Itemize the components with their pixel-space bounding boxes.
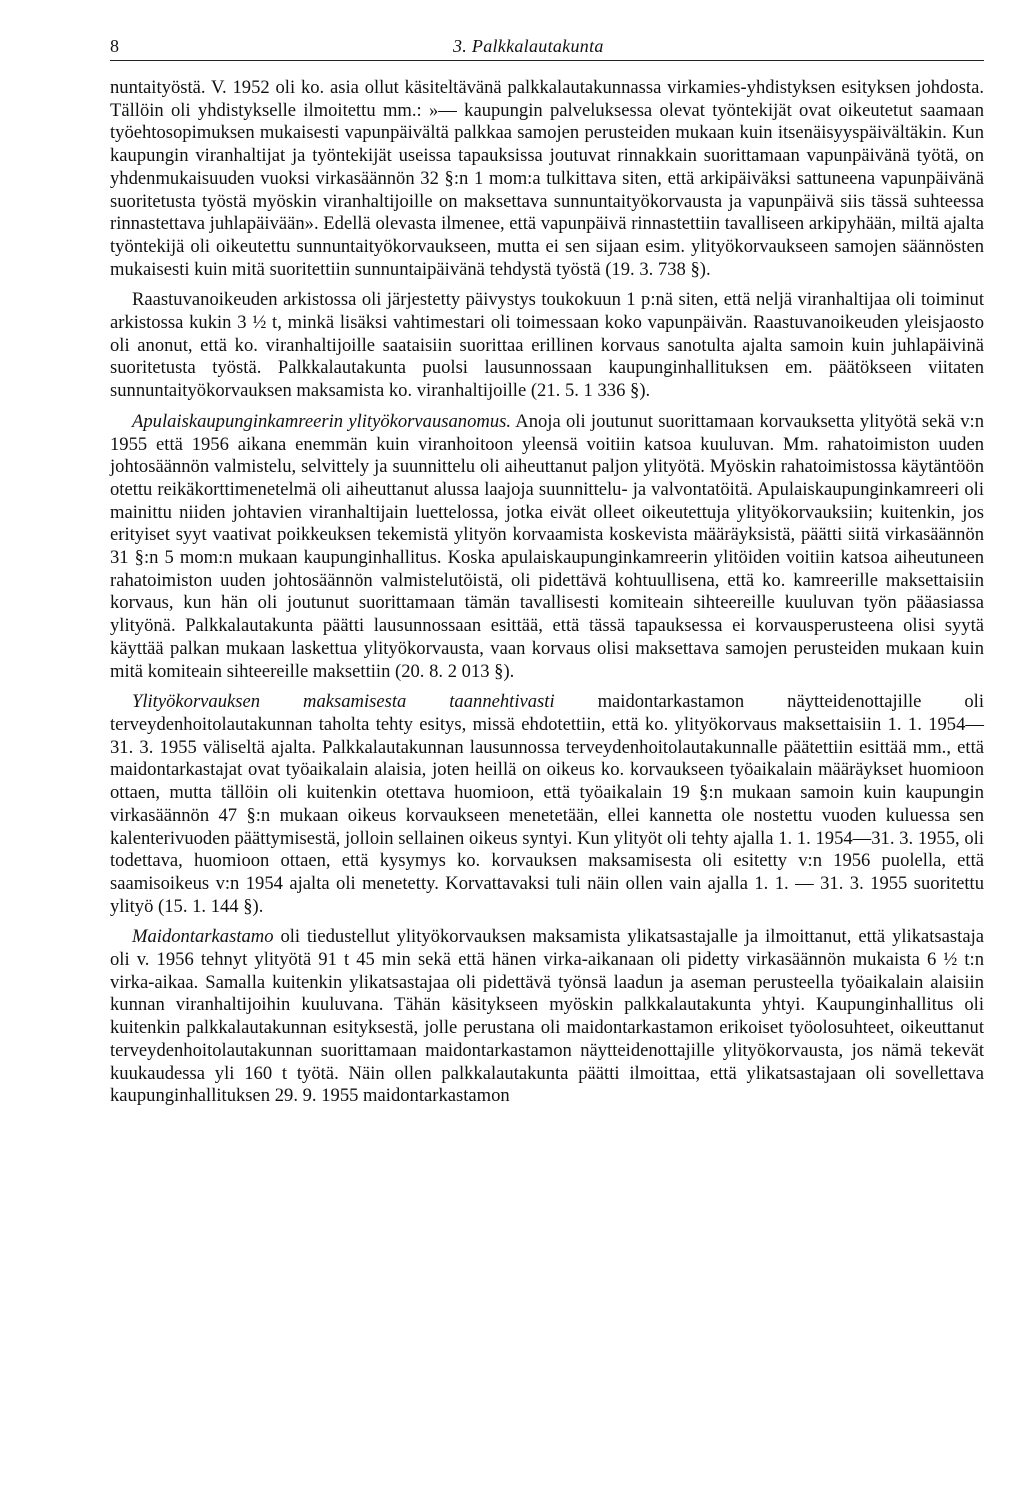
paragraph-vapunpaiva-continued bbox=[110, 77, 984, 281]
page-number: 8 bbox=[110, 36, 119, 56]
paragraph-apulaiskaupunginkamreeri bbox=[110, 411, 984, 683]
paragraph-raastuvanoikeus bbox=[110, 289, 984, 403]
document-body bbox=[110, 77, 984, 1108]
paragraph-text: Raastuvanoikeuden arkistossa oli järjestetty päivystys toukokuun 1 p:nä siten, että neljä viranhaltijaa oli toiminut arkistossa kukin 3 ½ t, minkä lisäksi vahtimestari oli toimessaan koko vapunpäivän. Raastuvanoikeuden yleisjaosto oli anonut, että ko. viranhaltijoille saataisiin suorittaa erillinen korvaus sanotulta ajalta samoin kuin juhlapäivinä suoritetusta työstä. Palkkalautakunta puolsi lausunnossaan kaupunginhallituksen em. päätökseen viitaten sunnuntaityökorvauksen maksamista ko. viranhaltijoille (21. 5. 1 336 §). bbox=[110, 289, 984, 402]
paragraph-text: nuntaityöstä. V. 1952 oli ko. asia ollut käsiteltävänä palkkalautakunnassa virkamies-yhdistyksen esityksen johdosta. Tällöin oli yhdistykselle ilmoitettu mm.: »— kaupungin palveluksessa olevat työntekijät ovat oikeutetut saamaan työehtosopimuksen mukaisesti vapunpäivältä palkkaa samojen perusteiden mukaan kuin itsenäisyyspäivältäkin. Kun kaupungin viranhaltijat ja työntekijät useissa tapauksissa joutuvat rinnakkain suorittamaan vapunpäivänä työtä, on yhdenmukaisuuden vuoksi virkasäännön 32 §:n 1 mom:a tulkittava siten, että arkipäiväksi sattuneena vapunpäivänä suoritetusta työstä myöskin viranhaltijoille on maksettava sunnuntaityökorvausta ja vapunpäivä siis tässä suhteessa rinnastettava juhlapäivään». Edellä olevasta ilmenee, että vapunpäivä rinnastettiin tavalliseen arkipyhään, miltä ajalta työntekijä oli oikeutettu sunnuntaityökorvaukseen, mutta ei sen sijaan esim. ylityökorvaukseen samojen säännösten mukaisesti kuin mitä suoritettiin sunnuntaipäivänä tehdystä työstä (19. 3. 738 §). bbox=[110, 77, 984, 280]
paragraph-ylityokorvaus-taannehtivasti bbox=[110, 691, 984, 918]
paragraph-lead-heading: Ylityökorvauksen maksamisesta taannehtivasti bbox=[132, 691, 555, 713]
running-title: 3. Palkkalautakunta bbox=[453, 36, 604, 56]
paragraph-maidontarkastamo bbox=[110, 926, 984, 1108]
paragraph-lead-heading: Maidontarkastamo bbox=[132, 926, 274, 948]
paragraph-text: maidontarkastamon näytteidenottajille oli terveydenhoitolautakunnan taholta tehty esitys, missä ehdotettiin, että ko. ylityökorvaus maksettaisiin 1. 1. 1954—31. 3. 1955 väliseltä ajalta. Palkkalautakunnan lausunnossa terveydenhoitolautakunnalle päätettiin esittää mm., että maidontarkastajat ovat työaikalain alaisia, joten heillä on oikeus ko. korvaukseen työaikalain määräykset huomioon ottaen, mutta tällöin oli kuitenkin otettava huomioon, että työaikalain 19 §:n mukaan samoin kuin kaupungin virkasäännön 47 §:n mukaan oikeus korvaukseen menetetään, ellei kannetta ole nostettu vuoden kuluessa sen kalenterivuoden päättymisestä, jolloin sellainen oikeus syntyi. Kun ylityöt oli tehty ajalla 1. 1. 1954—31. 3. 1955, oli todettava, huomioon ottaen, että kysymys ko. korvauksen maksamisesta oli esitetty v:n 1956 puolella, että saamisoikeus v:n 1954 ajalta oli menetetty. Korvattavaksi tuli näin ollen vain ajalla 1. 1. — 31. 3. 1955 suoritettu ylityö (15. 1. 144 §). bbox=[110, 691, 985, 917]
document-page bbox=[110, 30, 984, 1116]
paragraph-text: oli tiedustellut ylityökorvauksen maksamista ylikatsastajalle ja ilmoittanut, että ylikatsastaja oli v. 1956 tehnyt ylityötä 91 t 45 min sekä että hänen virka-aikanaan oli pidetty virkasäännön mukaista 6 ½ t:n virka-aikaa. Samalla kuitenkin ylikatsastajaa oli pidettävä työnsä laadun ja aseman perusteella työaikalain alaisiin kunnan viranhaltijoihin kuuluvana. Tähän käsitykseen myöskin palkkalautakunta yhtyi. Kaupunginhallitus oli kuitenkin palkkalautakunnan esityksestä, jolle perustana oli maidontarkastamon erikoiset työolosuhteet, oikeuttanut terveydenhoitolautakunnan suorittamaan maidontarkastamon näytteidenottajille ylityökorvausta, jos nämä tekevät kuukaudessa yli 160 t työtä. Näin ollen palkkalautakunta päätti ilmoittaa, että ylikatsastajaan oli sovellettava kaupunginhallituksen 29. 9. 1955 maidontarkastamon bbox=[110, 926, 984, 1107]
paragraph-text: Anoja oli joutunut suorittamaan korvauksetta ylityötä sekä v:n 1955 että 1956 aikana enemmän kuin viranhoitoon yleensä voitiin katsoa kuuluvan. Mm. rahatoimiston uuden johtosäännön valmistelu, selvittely ja suunnittelu oli aiheuttanut paljon ylityötä. Myöskin rahatoimistossa käytäntöön otettu reikäkorttimenetelmä oli aiheuttanut alussa laajoja suunnittelu- ja valvontatöitä. Apulaiskaupunginkamreeri oli mainittu niiden johtavien viranhaltijain luettelossa, jotka eivät olleet oikeutettuja ylityökorvauksiin; kuitenkin, jos erityiset syyt vaativat poikkeuksen tekemistä ylityön korvaamista koskevista määräyksistä, päätti siitä virkasäännön 31 §:n 5 mom:n mukaan kaupunginhallitus. Koska apulaiskaupunginkamreerin ylitöiden voitiin katsoa aiheutuneen rahatoimiston uuden johtosäännön valmistelutöistä, oli pidettävä kohtuullisena, että ko. kamreerille maksettaisiin korvaus, kun hän oli joutunut suorittamaan tämän tavallisesti komiteain sihteereille kuuluvan työn pääasiassa ylityönä. Palkkalautakunta päätti lausunnossaan esittää, että tässä tapauksessa ei korvausperusteena olisi syytä käyttää palkan mukaan laskettua ylityökorvausta, vaan korvaus olisi maksettava samojen perusteiden mukaan kuin mitä komiteain sihteereille maksettiin (20. 8. 2 013 §). bbox=[110, 410, 984, 682]
paragraph-lead-heading: Apulaiskaupunginkamreerin ylityökorvausanomus. bbox=[132, 410, 511, 432]
page-header bbox=[110, 30, 984, 61]
